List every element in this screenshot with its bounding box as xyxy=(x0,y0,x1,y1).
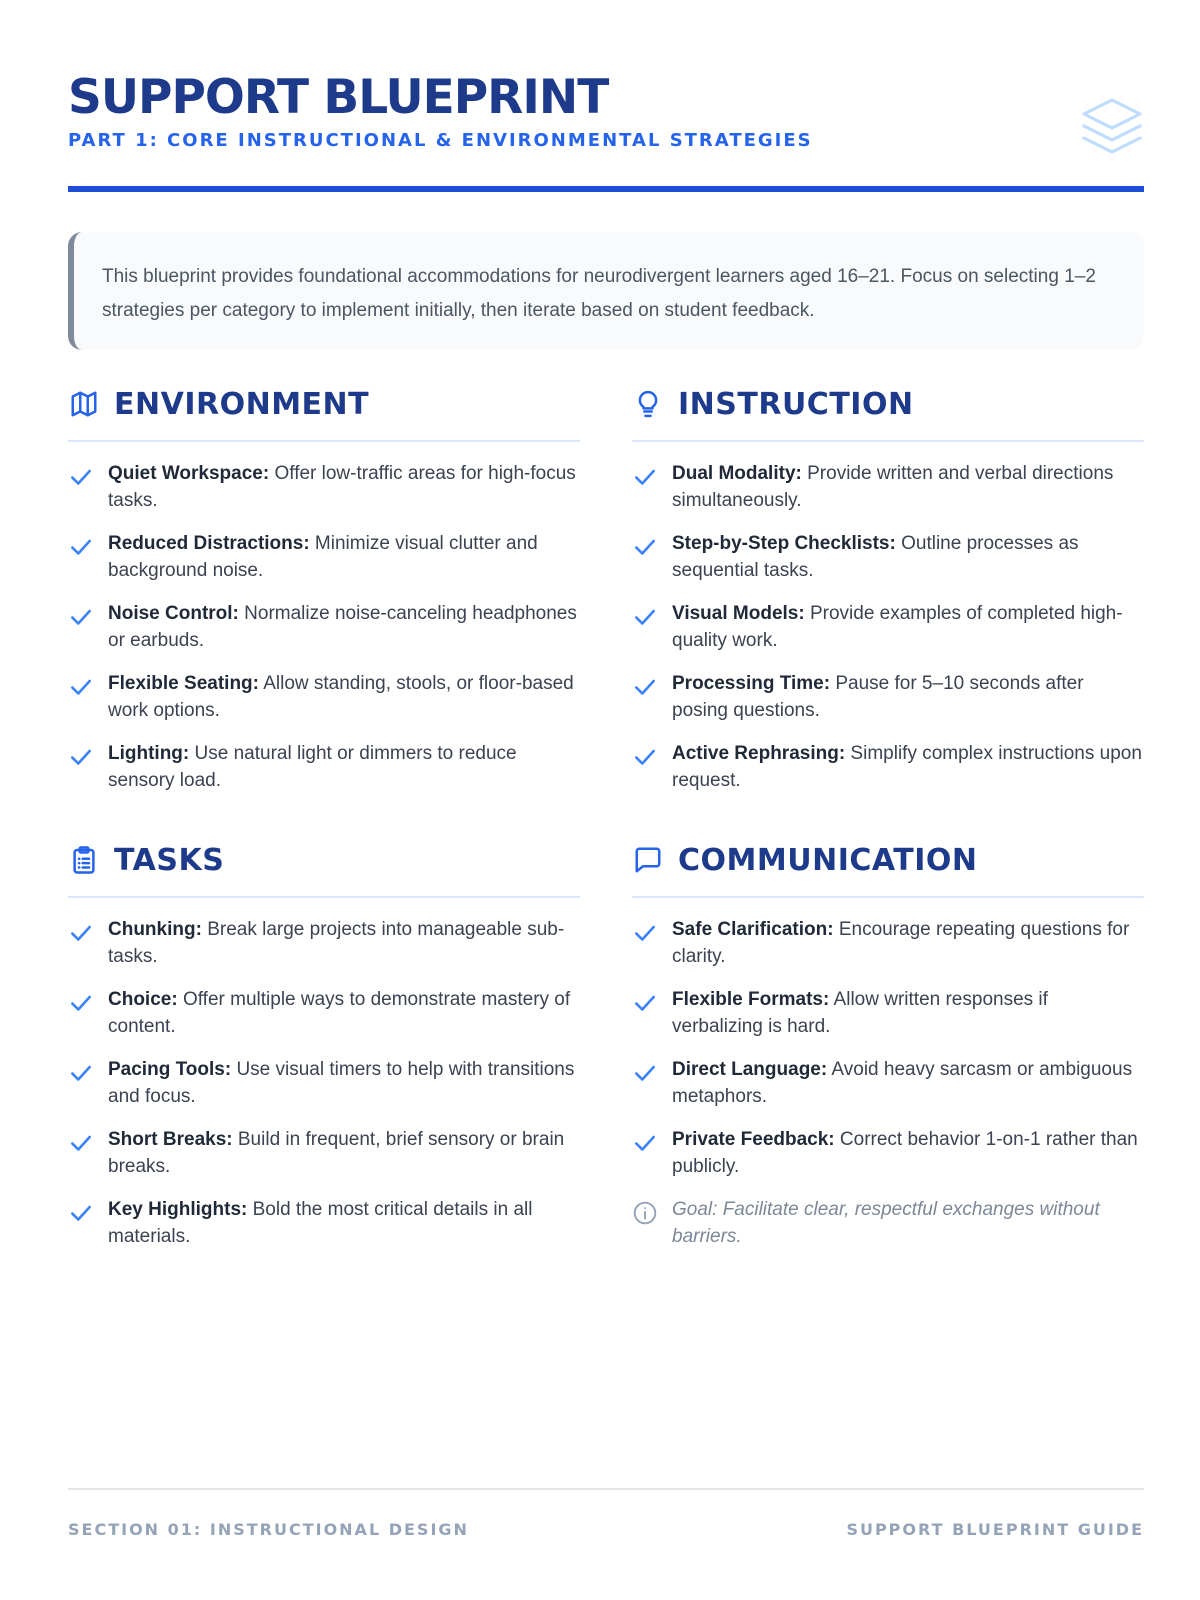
item-label: Choice: xyxy=(108,989,178,1010)
check-icon xyxy=(632,534,658,560)
item-text: Provide examples of completed high-quality work. xyxy=(672,603,1123,651)
item-label: Active Rephrasing: xyxy=(672,743,846,764)
item-label: Pacing Tools: xyxy=(108,1059,232,1080)
section-communication xyxy=(632,842,1144,1266)
check-icon xyxy=(632,464,658,490)
footer-section-label: SECTION 01: INSTRUCTIONAL DESIGN xyxy=(68,1520,469,1539)
page-title: SUPPORT BLUEPRINT xyxy=(68,70,609,125)
item-text: Provide written and verbal directions simultaneously. xyxy=(672,463,1114,511)
list-item xyxy=(68,986,580,1056)
list-item xyxy=(632,1056,1144,1126)
item-text: Avoid heavy sarcasm or ambiguous metaphors. xyxy=(672,1059,1133,1107)
list-item xyxy=(632,530,1144,600)
clipboard-list-icon xyxy=(68,844,100,876)
check-icon xyxy=(68,464,94,490)
section-tasks xyxy=(68,842,580,1266)
check-icon xyxy=(68,1200,94,1226)
map-icon xyxy=(68,388,100,420)
item-text: Allow standing, stools, or floor-based work options. xyxy=(108,673,574,721)
item-label: Processing Time: xyxy=(672,673,831,694)
item-label: Quiet Workspace: xyxy=(108,463,270,484)
item-text: Break large projects into manageable sub-tasks. xyxy=(108,919,565,967)
intro-callout xyxy=(68,232,1144,350)
item-label: Reduced Distractions: xyxy=(108,533,310,554)
check-icon xyxy=(68,744,94,770)
list-item xyxy=(68,530,580,600)
list-item xyxy=(68,460,580,530)
section-title: COMMUNICATION xyxy=(678,842,978,878)
item-list xyxy=(68,460,580,810)
check-icon xyxy=(632,990,658,1016)
lightbulb-icon xyxy=(632,388,664,420)
section-divider xyxy=(68,440,580,442)
item-text: Minimize visual clutter and background noise. xyxy=(108,533,538,581)
list-item xyxy=(632,460,1144,530)
list-item xyxy=(68,1196,580,1266)
item-list xyxy=(632,460,1144,810)
check-icon xyxy=(68,1060,94,1086)
item-label: Visual Models: xyxy=(672,603,805,624)
item-label: Direct Language: xyxy=(672,1059,828,1080)
check-icon xyxy=(68,990,94,1016)
item-list xyxy=(632,916,1144,1266)
goal-text: Goal: Facilitate clear, respectful exchanges without barriers. xyxy=(672,1199,1100,1247)
list-item xyxy=(68,670,580,740)
list-item xyxy=(68,916,580,986)
item-list xyxy=(68,916,580,1266)
item-label: Key Highlights: xyxy=(108,1199,248,1220)
list-item xyxy=(632,916,1144,986)
item-text: Offer multiple ways to demonstrate mastery of content. xyxy=(108,989,571,1037)
header-divider xyxy=(68,186,1144,192)
section-title: INSTRUCTION xyxy=(678,386,914,422)
check-icon xyxy=(632,1130,658,1156)
list-item xyxy=(632,670,1144,740)
item-text: Simplify complex instructions upon request. xyxy=(672,743,1142,791)
goal-note xyxy=(632,1196,1144,1266)
check-icon xyxy=(632,674,658,700)
list-item xyxy=(68,1126,580,1196)
item-text: Build in frequent, brief sensory or brain breaks. xyxy=(108,1129,565,1177)
list-item xyxy=(632,986,1144,1056)
check-icon xyxy=(68,1130,94,1156)
item-label: Step-by-Step Checklists: xyxy=(672,533,896,554)
list-item xyxy=(632,1126,1144,1196)
check-icon xyxy=(632,1060,658,1086)
item-label: Lighting: xyxy=(108,743,190,764)
item-label: Short Breaks: xyxy=(108,1129,233,1150)
item-text: Encourage repeating questions for clarity. xyxy=(672,919,1130,967)
item-label: Safe Clarification: xyxy=(672,919,834,940)
item-text: Use natural light or dimmers to reduce sensory load. xyxy=(108,743,517,791)
item-label: Flexible Seating: xyxy=(108,673,259,694)
intro-text: This blueprint provides foundational accommodations for neurodivergent learners aged 16–21. Focus on selecting 1–2 strategies per category to implement initially, then iterate based on student feedback. xyxy=(102,266,1096,321)
page-subtitle: PART 1: CORE INSTRUCTIONAL & ENVIRONMENTAL STRATEGIES xyxy=(68,130,813,151)
page-header xyxy=(68,70,1144,151)
check-icon xyxy=(632,604,658,630)
check-icon xyxy=(68,534,94,560)
item-label: Dual Modality: xyxy=(672,463,802,484)
item-text: Normalize noise-canceling headphones or earbuds. xyxy=(108,603,577,651)
section-divider xyxy=(632,440,1144,442)
info-icon xyxy=(632,1200,658,1226)
item-text: Pause for 5–10 seconds after posing questions. xyxy=(672,673,1084,721)
item-label: Noise Control: xyxy=(108,603,239,624)
check-icon xyxy=(68,604,94,630)
section-title: ENVIRONMENT xyxy=(114,386,370,422)
item-text: Bold the most critical details in all materials. xyxy=(108,1199,533,1247)
check-icon xyxy=(68,920,94,946)
list-item xyxy=(68,1056,580,1126)
section-divider xyxy=(68,896,580,898)
footer-divider xyxy=(68,1488,1144,1490)
item-text: Outline processes as sequential tasks. xyxy=(672,533,1079,581)
item-text: Offer low-traffic areas for high-focus tasks. xyxy=(108,463,576,511)
footer-guide-label: SUPPORT BLUEPRINT GUIDE xyxy=(846,1520,1144,1539)
check-icon xyxy=(632,920,658,946)
item-label: Chunking: xyxy=(108,919,202,940)
item-text: Use visual timers to help with transitions and focus. xyxy=(108,1059,575,1107)
item-label: Private Feedback: xyxy=(672,1129,835,1150)
section-instruction xyxy=(632,386,1144,810)
check-icon xyxy=(632,744,658,770)
item-label: Flexible Formats: xyxy=(672,989,830,1010)
list-item xyxy=(632,600,1144,670)
check-icon xyxy=(68,674,94,700)
list-item xyxy=(632,740,1144,810)
layers-icon xyxy=(1080,94,1144,158)
section-divider xyxy=(632,896,1144,898)
section-environment xyxy=(68,386,580,810)
item-text: Allow written responses if verbalizing is hard. xyxy=(672,989,1048,1037)
message-square-icon xyxy=(632,844,664,876)
list-item xyxy=(68,600,580,670)
section-title: TASKS xyxy=(114,842,225,878)
list-item xyxy=(68,740,580,810)
item-text: Correct behavior 1-on-1 rather than publicly. xyxy=(672,1129,1138,1177)
